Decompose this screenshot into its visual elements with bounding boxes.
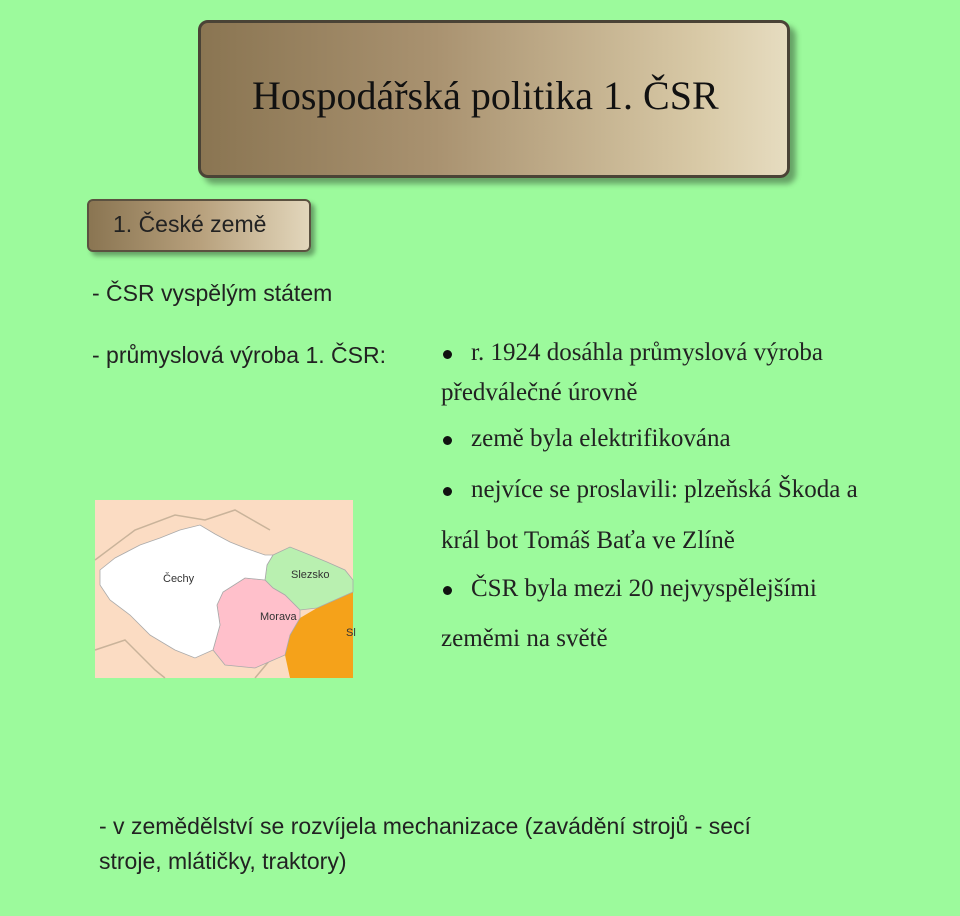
point-agriculture-line1: - v zemědělství se rozvíjela mechanizace (zavádění strojů - secí: [99, 813, 751, 839]
point-advanced-state: - ČSR vyspělým státem: [92, 280, 333, 306]
bullet-famous-line1: nejvíce se proslavili: plzeňská Škoda a: [471, 476, 858, 503]
bullet-1924-line1: r. 1924 dosáhla průmyslová výroba: [471, 339, 824, 366]
map-label-cechy: Čechy: [163, 573, 195, 585]
page-title: Hospodářská politika 1. ČSR: [252, 73, 719, 118]
map-czech-lands: [95, 500, 356, 678]
bullet-dot: [443, 487, 452, 496]
bullet-top20-line1: ČSR byla mezi 20 nejvyspělejšími: [471, 575, 817, 602]
bullet-top20-line2: zeměmi na světě: [441, 625, 608, 652]
point-agriculture-line2: stroje, mlátičky, traktory): [99, 848, 347, 874]
section-title: 1. České země: [113, 211, 267, 237]
map-label-slezsko: Slezsko: [291, 569, 330, 581]
bullet-1924-line2: předválečné úrovně: [441, 379, 638, 406]
bullet-dot: [443, 350, 452, 359]
bullet-famous-line2: král bot Tomáš Baťa ve Zlíně: [441, 527, 735, 554]
map-label-morava: Morava: [260, 611, 297, 623]
map-label-partial: Sl: [346, 627, 356, 639]
bullet-dot: [443, 436, 452, 445]
point-industry-label: - průmyslová výroba 1. ČSR:: [92, 342, 386, 368]
bullet-dot: [443, 586, 452, 595]
bullet-electrification: země byla elektrifikována: [471, 425, 731, 452]
